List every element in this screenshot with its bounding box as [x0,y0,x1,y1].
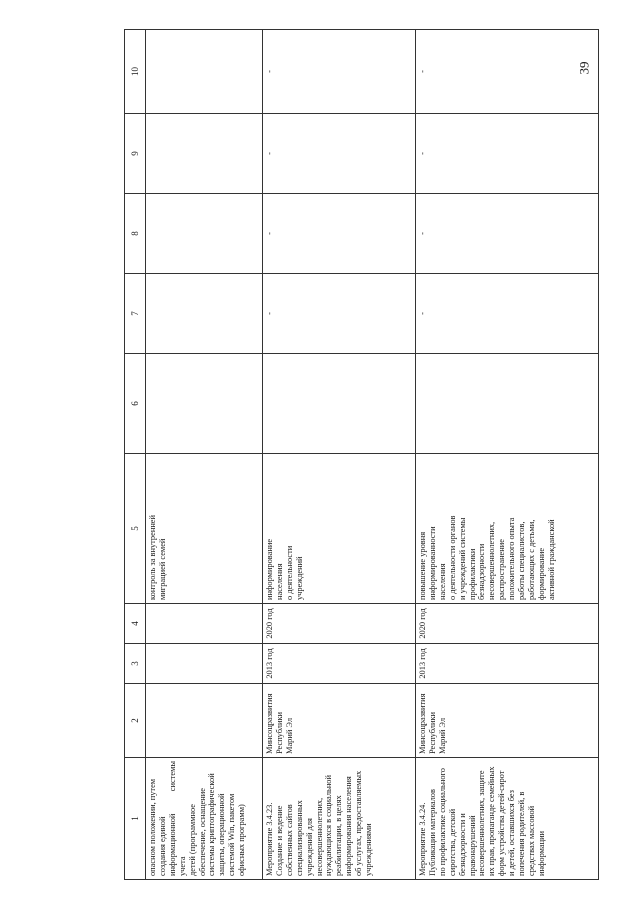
page-number: 39 [576,61,592,75]
text-line: о деятельности органов [447,515,457,600]
responsible-executor [263,684,416,758]
text-line: о деятельности [284,545,294,600]
column-header: 5 [125,454,146,604]
column-header: 10 [125,30,146,114]
text-line: населения [274,563,284,600]
cell-col9 [146,114,263,194]
cell-col7: - [263,274,416,354]
start-year [146,644,263,684]
text-line: несовершеннолетних, [487,521,497,600]
text-line: активной гражданской [546,519,556,600]
text-line: собственных сайтов [284,804,294,876]
text-line: повышение уровня [418,531,427,600]
text-line: Марий Эл [284,717,294,754]
column-header: 1 [125,758,146,880]
measure-description [146,758,263,880]
rotated-table-wrapper [124,30,556,880]
text-line: опасном положении, путем [148,778,157,876]
column-header: 2 [125,684,146,758]
text-line: информирования населения [344,776,354,876]
text-line: сиротства, детской [447,808,457,876]
text-line: информационной системы учета [167,761,187,876]
end-year [146,604,263,644]
text-line: работы специалистов, [517,521,527,600]
column-header: 9 [125,114,146,194]
text-line: обеспечение, оснащение [197,788,207,876]
expected-result [416,454,599,604]
text-line: Республики [274,711,284,754]
text-line: Мероприятие 3.4.24. [418,802,427,876]
cell-col6 [416,354,599,454]
table-row [263,30,416,880]
cell-col8 [146,194,263,274]
cell-col10: - [263,30,416,114]
text-line: несовершеннолетних, [314,797,324,876]
cell-col9: - [263,114,416,194]
text-line: Мероприятие 3.4.23. [265,802,274,876]
cell-col9: - [416,114,599,194]
column-header: 3 [125,644,146,684]
text-line: Минсоцразвития [265,693,274,754]
header-row [125,30,146,880]
column-header: 8 [125,194,146,274]
text-line: контроль за внутренней [148,514,157,600]
text-line: информации [536,830,546,876]
cell-col7 [146,274,263,354]
text-line: работающих с детьми, [526,519,536,600]
end-year: 2020 год [416,604,599,644]
text-line: Создание и ведение [274,805,284,876]
text-line: населения [437,563,447,600]
text-line: и детей, оставшихся без [507,790,517,876]
text-line: по профилактике социального [437,768,447,876]
table-row [416,30,599,880]
cell-col8: - [416,194,599,274]
cell-col6 [146,354,263,454]
table-row [146,30,263,880]
text-line: миграцией семей [157,538,167,600]
text-line: и учреждений системы [457,517,467,600]
text-line: форм устройства детей-сирот [497,770,507,876]
measure-description [263,758,416,880]
text-line: средствах массовой [526,805,536,876]
responsible-executor [416,684,599,758]
text-line: специализированных [294,800,304,876]
measures-table [124,29,599,880]
cell-col10: - [416,30,599,114]
column-header: 4 [125,604,146,644]
text-line: учреждений [294,556,304,600]
text-line: информированности [427,526,437,600]
text-line: информирование [265,538,274,600]
text-line: распространение [497,539,507,600]
cell-col7: - [416,274,599,354]
text-line: их прав, пропаганде семейных [487,766,497,876]
text-line: нуждающихся в социальной [324,775,334,876]
cell-col8: - [263,194,416,274]
text-line: Марий Эл [437,717,447,754]
column-header: 6 [125,354,146,454]
text-line: системой Win, пакетом [227,793,237,876]
text-line: безнадзорности и [457,813,467,876]
text-line: формирование [536,547,546,600]
text-line: офисных программ) [237,804,247,876]
text-line: несовершеннолетних, защите [477,770,487,876]
cell-col6 [263,354,416,454]
text-line: системы криптографической [207,773,217,876]
responsible-executor [146,684,263,758]
expected-result [146,454,263,604]
text-line: учреждениями [364,823,374,876]
column-header: 7 [125,274,146,354]
end-year: 2020 год [263,604,416,644]
cell-col10 [146,30,263,114]
measure-description [416,758,599,880]
text-line: реабилитации, в целях [334,795,344,876]
start-year: 2013 год [416,644,599,684]
text-line: Публикации материалов [427,789,437,876]
text-line: правонарушений [467,815,477,876]
start-year: 2013 год [263,644,416,684]
text-line: профилактики [467,548,477,600]
expected-result [263,454,416,604]
text-line: детей (программное [187,803,197,876]
text-line: положительного опыта [507,517,517,600]
text-line: учреждений для [304,818,314,876]
text-line: создания единой [157,816,167,876]
text-line: Республики [427,711,437,754]
text-line: Минсоцразвития [418,693,427,754]
text-line: защиты, операционной [217,793,227,876]
text-line: об услугах, предоставляемых [354,770,364,876]
text-line: безнадзорности [477,543,487,600]
text-line: попечения родителей, в [517,791,527,876]
